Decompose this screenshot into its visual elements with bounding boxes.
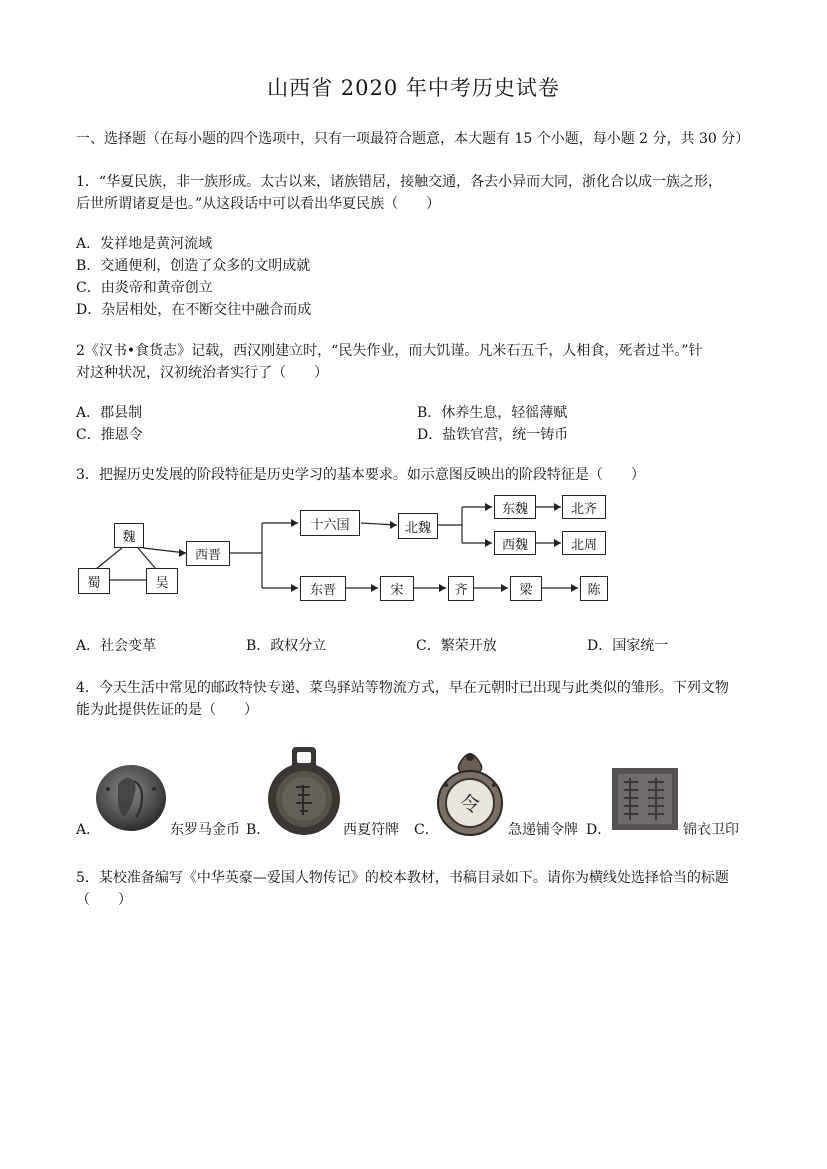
node-shiliuguo: 十六国 [300,510,360,536]
node-dongjin: 东晋 [300,576,346,601]
token-character: 令 [460,792,480,816]
q1-option-d: D．杂居相处，在不断交往中融合而成 [76,302,312,318]
q4-stem-line2: 能为此提供佐证的是（ ） [76,702,258,718]
byzantine-coin-image [94,763,168,833]
q5-stem-line1: 5．某校准备编写《中华英豪—爱国人物传记》的校本教材，书稿目录如下。请你为横线处选择恰当的标题 [76,870,729,886]
q2-option-d: D．盐铁官营，统一铸币 [417,427,569,443]
node-song: 宋 [380,576,414,601]
page-title: 山西省 2020 年中考历史试卷 [267,76,560,100]
node-shu: 蜀 [78,568,110,594]
q3-option-b: B．政权分立 [246,638,327,654]
node-wei: 魏 [114,523,144,548]
q1-option-c: C．由炎帝和黄帝创立 [76,280,213,296]
node-liang: 梁 [510,576,542,601]
node-beiwei: 北魏 [398,513,438,539]
q3-option-d: D．国家统一 [587,638,669,654]
q2-stem-line2: 对这种状况，汉初统治者实行了（ ） [76,365,328,381]
node-qi: 齐 [448,576,474,601]
q2-option-c: C．推恩令 [76,427,143,443]
q2-option-a: A．郡县制 [76,405,143,421]
node-xijin: 西晋 [186,541,230,566]
q4-stem-line1: 4．今天生活中常见的邮政特快专递、菜鸟驿站等物流方式，早在元朝时已出现与此类似的雏形。下列文物 [76,680,729,696]
q3-option-c: C．繁荣开放 [416,638,497,654]
xixia-plaque-image [266,745,342,837]
q4-option-a-caption: 东罗马金币 [170,822,240,838]
jidipu-token-image [434,745,506,837]
node-dongwei: 东魏 [494,495,536,519]
q4-option-d-letter: D． [586,822,612,838]
node-wu: 吴 [146,568,178,594]
node-xiwei: 西魏 [494,531,536,555]
q2-option-b: B．休养生息，轻徭薄赋 [417,405,568,421]
q4-option-c-caption: 急递铺令牌 [508,822,578,838]
q4-option-b-letter: B． [246,822,271,838]
q1-stem-line2: 后世所谓诸夏是也。”从这段话中可以看出华夏民族（ ） [76,196,441,212]
jinyiwei-seal-image [612,768,678,830]
q2-stem-line1: 2《汉书•食货志》记载，西汉刚建立时，“民失作业，而大饥谨。凡米石五千，人相食，死者过半。”针 [76,343,703,359]
node-beiqi: 北齐 [562,495,606,519]
q1-option-a: A．发祥地是黄河流域 [76,236,213,252]
q4-option-a-letter: A． [76,822,101,838]
q3-option-a: A．社会变革 [76,638,157,654]
q3-stem: 3．把握历史发展的阶段特征是历史学习的基本要求。如示意图反映出的阶段特征是（ ） [76,467,645,483]
q4-option-d-caption: 锦衣卫印 [683,822,739,838]
node-beizhou: 北周 [562,531,606,555]
q1-stem-line1: 1．“华夏民族，非一族形成。太古以来，诸族错居，接触交通，各去小异而大同，浙化合以成一族之形， [76,174,723,190]
q5-stem-line2: （ ） [76,892,132,908]
node-chen: 陈 [580,576,608,601]
q4-option-b-caption: 西夏符牌 [343,822,399,838]
q1-option-b: B．交通便利，创造了众多的文明成就 [76,258,311,274]
section-heading: 一、选择题（在每小题的四个选项中，只有一项最符合题意，本大题有 15 个小题，每小题 2 分，共 30 分） [76,131,750,147]
q4-option-c-letter: C． [414,822,439,838]
